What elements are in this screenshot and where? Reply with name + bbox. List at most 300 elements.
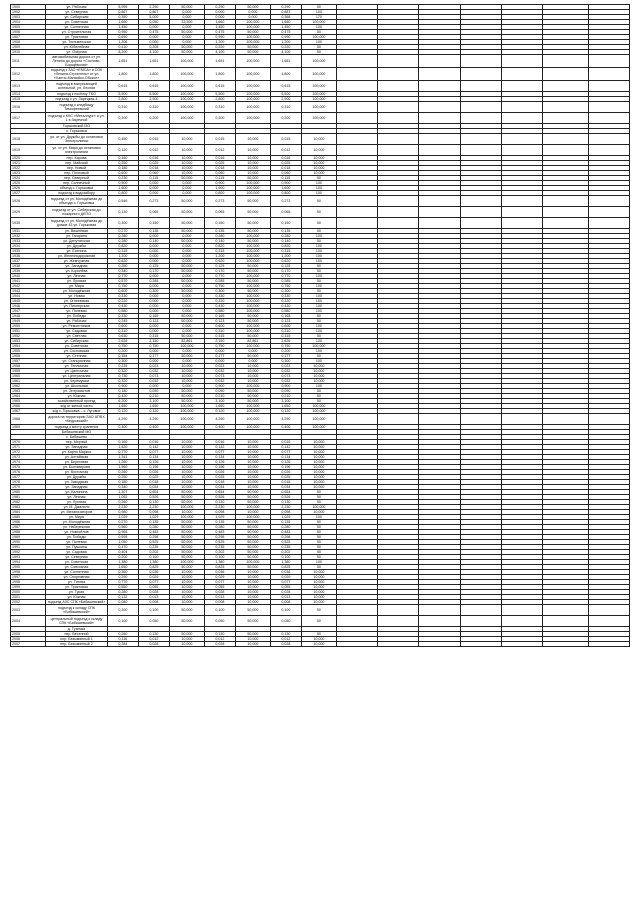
value-cell: 10,000 bbox=[169, 480, 204, 485]
value-cell: 0,210 bbox=[204, 394, 235, 399]
value-cell: 0,690 bbox=[107, 35, 138, 40]
value-cell: 100,000 bbox=[169, 81, 204, 92]
row-number: 1923 bbox=[11, 171, 46, 176]
road-name: ул. Пионерская bbox=[46, 304, 108, 309]
value-cell: 0,300 bbox=[138, 289, 169, 294]
empty-cell bbox=[378, 196, 419, 207]
value-cell: 100,000 bbox=[235, 309, 270, 314]
empty-cell bbox=[588, 605, 629, 616]
row-number: 1989 bbox=[11, 535, 46, 540]
value-cell: 0,430 bbox=[204, 304, 235, 309]
value-cell: 0,000 bbox=[138, 359, 169, 364]
value-cell: 10,000 bbox=[301, 637, 336, 642]
table-row bbox=[11, 81, 630, 92]
value-cell: 10,000 bbox=[235, 590, 270, 595]
table-row bbox=[11, 642, 630, 647]
empty-cell bbox=[378, 102, 419, 113]
value-cell: 0,073 bbox=[138, 374, 169, 379]
value-cell: 0,028 bbox=[138, 590, 169, 595]
road-name: ул. Лесная bbox=[46, 274, 108, 279]
value-cell: 100 bbox=[301, 234, 336, 239]
value-cell: 0,410 bbox=[107, 45, 138, 50]
value-cell: 5,500 bbox=[204, 92, 235, 97]
value-cell: 0,000 bbox=[169, 384, 204, 389]
value-cell: 10,000 bbox=[169, 379, 204, 384]
row-number: 1939 bbox=[11, 269, 46, 274]
value-cell: 100,000 bbox=[169, 515, 204, 520]
road-name: подъезд к посёлку ТБО bbox=[46, 92, 108, 97]
value-cell: 50 bbox=[301, 239, 336, 244]
row-number: 1900 bbox=[11, 5, 46, 10]
value-cell: 50,000 bbox=[169, 389, 204, 394]
empty-cell bbox=[336, 616, 377, 627]
value-cell: 50,000 bbox=[169, 354, 204, 359]
value-cell: 50,000 bbox=[235, 394, 270, 399]
value-cell: 10,000 bbox=[169, 510, 204, 515]
value-cell: 0,310 bbox=[270, 329, 301, 334]
value-cell: 0,125 bbox=[270, 264, 301, 269]
value-cell: 0,290 bbox=[107, 575, 138, 580]
value-cell: 0,135 bbox=[270, 229, 301, 234]
value-cell: 50 bbox=[301, 5, 336, 10]
value-cell: 0,015 bbox=[138, 134, 169, 145]
value-cell: 0,032 bbox=[204, 379, 235, 384]
value-cell: 0,615 bbox=[107, 81, 138, 92]
row-number: 1994 bbox=[11, 560, 46, 565]
value-cell: 0,202 bbox=[270, 550, 301, 555]
value-cell: 10,000 bbox=[301, 369, 336, 374]
road-name: ул. Карла Маркса bbox=[46, 450, 108, 455]
value-cell: 0,029 bbox=[270, 575, 301, 580]
value-cell: 0,120 bbox=[107, 409, 138, 414]
value-cell: 10,000 bbox=[235, 445, 270, 450]
value-cell: 0,800 bbox=[204, 191, 235, 196]
empty-cell bbox=[460, 642, 501, 647]
value-cell: 1,029 bbox=[204, 515, 235, 520]
empty-cell bbox=[419, 113, 460, 124]
value-cell: 100,000 bbox=[235, 244, 270, 249]
value-cell: 0,770 bbox=[270, 274, 301, 279]
value-cell: 1,200 bbox=[204, 254, 235, 259]
value-cell: 0,000 bbox=[138, 186, 169, 191]
value-cell: 50 bbox=[301, 540, 336, 545]
road-name: ул. Цветочная bbox=[46, 369, 108, 374]
value-cell: 100,000 bbox=[235, 92, 270, 97]
value-cell: 1,450 bbox=[107, 25, 138, 30]
value-cell: 0,000 bbox=[138, 324, 169, 329]
table-row bbox=[11, 414, 630, 425]
value-cell: 2,900 bbox=[270, 97, 301, 102]
empty-cell bbox=[501, 196, 542, 207]
row-number: 1971 bbox=[11, 445, 46, 450]
empty-cell bbox=[419, 605, 460, 616]
value-cell: 0,400 bbox=[270, 425, 301, 430]
value-cell: 5,500 bbox=[138, 92, 169, 97]
value-cell: 0,550 bbox=[107, 585, 138, 590]
value-cell: 0,990 bbox=[270, 35, 301, 40]
row-number: 1944 bbox=[11, 294, 46, 299]
value-cell: 0,029 bbox=[138, 575, 169, 580]
empty-cell bbox=[460, 414, 501, 425]
value-cell: 0,196 bbox=[270, 465, 301, 470]
value-cell: 0,900 bbox=[204, 384, 235, 389]
value-cell: 0,000 bbox=[169, 274, 204, 279]
empty-cell bbox=[460, 605, 501, 616]
value-cell: 100,000 bbox=[235, 97, 270, 102]
value-cell: 100 bbox=[301, 25, 336, 30]
road-name: д. Туземка bbox=[46, 627, 108, 632]
road-name: ул. Алтайская bbox=[46, 455, 108, 460]
value-cell: 50,000 bbox=[169, 394, 204, 399]
row-number: 1985 bbox=[11, 515, 46, 520]
value-cell: 0,750 bbox=[270, 284, 301, 289]
road-name: ул. от ул. Мира до остановки электролинии bbox=[46, 145, 108, 156]
value-cell: 50,000 bbox=[169, 45, 204, 50]
row-number: 1978 bbox=[11, 480, 46, 485]
road-name: подъезд к КНС «Металлург» и ул. 1 в Заречной bbox=[46, 113, 108, 124]
row-number: 1961 bbox=[11, 379, 46, 384]
value-cell: 50,000 bbox=[235, 5, 270, 10]
value-cell: 1,600 bbox=[270, 186, 301, 191]
value-cell: 0,250 bbox=[107, 264, 138, 269]
value-cell: 50 bbox=[301, 520, 336, 525]
value-cell: 0,000 bbox=[138, 249, 169, 254]
value-cell: 0,800 bbox=[270, 191, 301, 196]
row-number: 1970 bbox=[11, 440, 46, 445]
value-cell: 100,000 bbox=[301, 20, 336, 25]
value-cell: 100,000 bbox=[169, 414, 204, 425]
empty-cell bbox=[501, 102, 542, 113]
value-cell: 10,000 bbox=[169, 369, 204, 374]
value-cell: 10,000 bbox=[169, 570, 204, 575]
value-cell: 50,000 bbox=[169, 616, 204, 627]
row-number: 1911 bbox=[11, 55, 46, 68]
value-cell: 0,090 bbox=[138, 389, 169, 394]
road-name: ул. Центральная bbox=[46, 374, 108, 379]
value-cell: 50,000 bbox=[235, 229, 270, 234]
value-cell: 50 bbox=[301, 196, 336, 207]
value-cell: 100,000 bbox=[235, 102, 270, 113]
road-name: ул. Западная bbox=[46, 264, 108, 269]
road-name: подъезд к ул. Зарецкая-4 bbox=[46, 97, 108, 102]
value-cell: 0,235 bbox=[138, 545, 169, 550]
value-cell: 4,100 bbox=[270, 50, 301, 55]
value-cell: 0,000 bbox=[138, 259, 169, 264]
value-cell: 0,130 bbox=[107, 207, 138, 218]
road-name: ул. Заводская bbox=[46, 480, 108, 485]
value-cell: 50 bbox=[301, 30, 336, 35]
value-cell: 0,887 bbox=[270, 10, 301, 15]
value-cell: 10,000 bbox=[169, 455, 204, 460]
value-cell: 0,300 bbox=[204, 289, 235, 294]
value-cell: 0,032 bbox=[270, 379, 301, 384]
row-number: 1937 bbox=[11, 259, 46, 264]
row-number: 1915 bbox=[11, 97, 46, 102]
empty-cell bbox=[543, 414, 588, 425]
value-cell: 0,620 bbox=[107, 259, 138, 264]
value-cell: 0,142 bbox=[270, 445, 301, 450]
value-cell: 0,100 bbox=[107, 616, 138, 627]
value-cell: 1,660 bbox=[107, 20, 138, 25]
value-cell: 0,615 bbox=[270, 81, 301, 92]
value-cell: 0,130 bbox=[270, 500, 301, 505]
row-number: 1964 bbox=[11, 394, 46, 399]
road-name: ул. Солнечная bbox=[46, 25, 108, 30]
value-cell: 0,028 bbox=[270, 590, 301, 595]
value-cell: 0,475 bbox=[204, 30, 235, 35]
value-cell: 0,654 bbox=[270, 490, 301, 495]
value-cell: 0,867 bbox=[107, 10, 138, 15]
value-cell: 0,029 bbox=[204, 575, 235, 580]
road-name: пер. Новый bbox=[46, 166, 108, 171]
value-cell: 50,000 bbox=[235, 605, 270, 616]
value-cell: 100,000 bbox=[235, 259, 270, 264]
row-number: 1927 bbox=[11, 191, 46, 196]
empty-cell bbox=[460, 81, 501, 92]
value-cell: 0,000 bbox=[138, 181, 169, 186]
value-cell: 0,000 bbox=[138, 25, 169, 30]
value-cell: 0,368 bbox=[270, 15, 301, 20]
road-name: ул. Тюльменская bbox=[46, 40, 108, 45]
value-cell: 0,000 bbox=[235, 15, 270, 20]
value-cell: 0,150 bbox=[270, 218, 301, 229]
row-number: 1996 bbox=[11, 570, 46, 575]
row-number: 1965 bbox=[11, 399, 46, 404]
empty-cell bbox=[419, 218, 460, 229]
road-name: ул. Лесная bbox=[46, 495, 108, 500]
value-cell: 0,000 bbox=[204, 349, 235, 354]
row-number: 1917 bbox=[11, 113, 46, 124]
road-name: ул. Победы bbox=[46, 535, 108, 540]
value-cell: 50,000 bbox=[169, 314, 204, 319]
road-name: подъезд к водозабору bbox=[46, 191, 108, 196]
value-cell: 0,016 bbox=[270, 440, 301, 445]
value-cell: 10,000 bbox=[301, 510, 336, 515]
value-cell: 100,000 bbox=[169, 97, 204, 102]
value-cell: 0,965 bbox=[107, 530, 138, 535]
value-cell: 0,000 bbox=[169, 181, 204, 186]
value-cell: 50 bbox=[301, 229, 336, 234]
value-cell: 10,000 bbox=[301, 475, 336, 480]
value-cell: 0,400 bbox=[204, 425, 235, 430]
row-number: 1956 bbox=[11, 354, 46, 359]
value-cell: 0,000 bbox=[204, 359, 235, 364]
value-cell: 0,900 bbox=[270, 384, 301, 389]
value-cell: 0,273 bbox=[204, 196, 235, 207]
value-cell: 10,000 bbox=[235, 585, 270, 590]
value-cell: 100,000 bbox=[235, 294, 270, 299]
value-cell: 50,000 bbox=[235, 218, 270, 229]
value-cell: 100 bbox=[301, 284, 336, 289]
value-cell: 0,025 bbox=[138, 475, 169, 480]
empty-cell bbox=[543, 605, 588, 616]
value-cell: 10,000 bbox=[301, 364, 336, 369]
value-cell: 50,000 bbox=[235, 555, 270, 560]
value-cell: 50,000 bbox=[235, 389, 270, 394]
value-cell: 1,050 bbox=[107, 540, 138, 545]
road-name: ул. Рабочая bbox=[46, 5, 108, 10]
value-cell: 0,018 bbox=[138, 166, 169, 171]
value-cell: 10,000 bbox=[235, 440, 270, 445]
value-cell: 50,000 bbox=[235, 520, 270, 525]
value-cell: 0,250 bbox=[107, 161, 138, 166]
value-cell: 0,250 bbox=[107, 475, 138, 480]
empty-cell bbox=[460, 102, 501, 113]
empty-cell bbox=[336, 113, 377, 124]
row-number: 1906 bbox=[11, 30, 46, 35]
value-cell: 50,000 bbox=[169, 490, 204, 495]
value-cell: 10,000 bbox=[235, 642, 270, 647]
empty-cell bbox=[419, 414, 460, 425]
table-row bbox=[11, 145, 630, 156]
value-cell: 0,285 bbox=[270, 279, 301, 284]
value-cell: 50,000 bbox=[235, 525, 270, 530]
road-name: ул. от ул. Дружбы до остановки Электролинии bbox=[46, 134, 108, 145]
value-cell: 10,000 bbox=[235, 171, 270, 176]
value-cell: 100 bbox=[301, 40, 336, 45]
value-cell: 0,032 bbox=[204, 369, 235, 374]
row-number: 1997 bbox=[11, 575, 46, 580]
empty-cell bbox=[336, 68, 377, 81]
row-number: 1988 bbox=[11, 530, 46, 535]
value-cell: 0,077 bbox=[138, 450, 169, 455]
row-number: 1993 bbox=[11, 555, 46, 560]
empty-cell bbox=[588, 113, 629, 124]
value-cell: 0,130 bbox=[270, 632, 301, 637]
value-cell: 50,000 bbox=[169, 495, 204, 500]
value-cell: 10,000 bbox=[169, 485, 204, 490]
value-cell: 0,140 bbox=[270, 239, 301, 244]
value-cell: 1,260 bbox=[107, 460, 138, 465]
value-cell: 0,000 bbox=[169, 329, 204, 334]
value-cell: 100,000 bbox=[235, 35, 270, 40]
value-cell: 4,100 bbox=[204, 50, 235, 55]
value-cell: 0,036 bbox=[270, 570, 301, 575]
road-name: ул. Полевая bbox=[46, 540, 108, 545]
value-cell: 0,310 bbox=[107, 329, 138, 334]
road-name: ул. Депутатская bbox=[46, 239, 108, 244]
value-cell: 100,000 bbox=[235, 68, 270, 81]
value-cell: 6,200 bbox=[107, 399, 138, 404]
value-cell: 0,620 bbox=[270, 259, 301, 264]
value-cell: 10,000 bbox=[301, 590, 336, 595]
value-cell: 100,000 bbox=[235, 191, 270, 196]
value-cell: 0,055 bbox=[270, 585, 301, 590]
row-number: 1916 bbox=[11, 102, 46, 113]
value-cell: 0,123 bbox=[270, 319, 301, 324]
row-number: 2005 bbox=[11, 632, 46, 637]
value-cell: 50 bbox=[301, 289, 336, 294]
value-cell: 0,018 bbox=[270, 166, 301, 171]
value-cell: 0,820 bbox=[204, 244, 235, 249]
value-cell: 0,055 bbox=[138, 585, 169, 590]
value-cell: 0,450 bbox=[107, 134, 138, 145]
value-cell: 10,000 bbox=[301, 455, 336, 460]
empty-cell bbox=[588, 414, 629, 425]
road-name: ул. Юбилейная bbox=[46, 45, 108, 50]
value-cell: 0,280 bbox=[204, 234, 235, 239]
value-cell: 50,000 bbox=[235, 30, 270, 35]
value-cell: 10,000 bbox=[301, 600, 336, 605]
empty-cell bbox=[336, 207, 377, 218]
value-cell: 0,300 bbox=[107, 359, 138, 364]
value-cell: 1,450 bbox=[270, 25, 301, 30]
value-cell: 0,770 bbox=[204, 274, 235, 279]
value-cell: 2,900 bbox=[138, 97, 169, 102]
value-cell: 0,000 bbox=[169, 359, 204, 364]
road-name: подъезд к кладбищу Тимофеевский bbox=[46, 102, 108, 113]
empty-cell bbox=[543, 134, 588, 145]
value-cell: 0,026 bbox=[204, 470, 235, 475]
value-cell: 0,077 bbox=[270, 450, 301, 455]
value-cell: 0,016 bbox=[204, 440, 235, 445]
value-cell: 100,000 bbox=[235, 425, 270, 430]
row-number: 1943 bbox=[11, 289, 46, 294]
value-cell: 1,380 bbox=[204, 560, 235, 565]
road-name: пер. Безымянный 1 bbox=[46, 637, 108, 642]
road-name: ул. Дружбы bbox=[46, 475, 108, 480]
value-cell: 0,330 bbox=[204, 294, 235, 299]
row-number: 1948 bbox=[11, 314, 46, 319]
empty-cell bbox=[588, 218, 629, 229]
value-cell: 0,180 bbox=[107, 166, 138, 171]
value-cell: 0,525 bbox=[138, 540, 169, 545]
row-number: 1969 bbox=[11, 425, 46, 430]
empty-cell bbox=[336, 102, 377, 113]
value-cell: 0,600 bbox=[107, 289, 138, 294]
row-number: 1921 bbox=[11, 161, 46, 166]
value-cell: 0,320 bbox=[107, 379, 138, 384]
value-cell: 50 bbox=[301, 399, 336, 404]
value-cell: 0,290 bbox=[270, 5, 301, 10]
value-cell: 100,000 bbox=[235, 560, 270, 565]
empty-cell bbox=[543, 102, 588, 113]
value-cell: 100 bbox=[301, 304, 336, 309]
value-cell: 50 bbox=[301, 616, 336, 627]
value-cell: 0,000 bbox=[138, 284, 169, 289]
value-cell: 4,290 bbox=[107, 414, 138, 425]
value-cell: 100,000 bbox=[169, 102, 204, 113]
value-cell: 0,140 bbox=[138, 239, 169, 244]
value-cell: 0,170 bbox=[270, 269, 301, 274]
empty-cell bbox=[419, 102, 460, 113]
empty-cell bbox=[543, 616, 588, 627]
value-cell: 100,000 bbox=[169, 344, 204, 349]
value-cell: 0,000 bbox=[169, 25, 204, 30]
value-cell: 100,000 bbox=[301, 344, 336, 349]
empty-cell bbox=[378, 81, 419, 92]
value-cell: 0,330 bbox=[270, 294, 301, 299]
value-cell: 0,000 bbox=[169, 191, 204, 196]
value-cell: 0,900 bbox=[270, 181, 301, 186]
value-cell: 0,016 bbox=[270, 156, 301, 161]
value-cell: 0,570 bbox=[107, 279, 138, 284]
value-cell: 0,000 bbox=[169, 244, 204, 249]
value-cell: 0,142 bbox=[138, 445, 169, 450]
value-cell: 10,000 bbox=[169, 460, 204, 465]
value-cell: 10,000 bbox=[235, 595, 270, 600]
value-cell: 0,000 bbox=[169, 294, 204, 299]
road-name: ул. Станционная bbox=[46, 359, 108, 364]
row-number: 1924 bbox=[11, 176, 46, 181]
value-cell: 100,000 bbox=[235, 304, 270, 309]
value-cell: 1,650 bbox=[270, 404, 301, 409]
value-cell: 50 bbox=[301, 176, 336, 181]
value-cell: 10,000 bbox=[169, 642, 204, 647]
value-cell: 82,861 bbox=[235, 339, 270, 344]
value-cell: 0,273 bbox=[138, 196, 169, 207]
value-cell: 0,654 bbox=[204, 490, 235, 495]
